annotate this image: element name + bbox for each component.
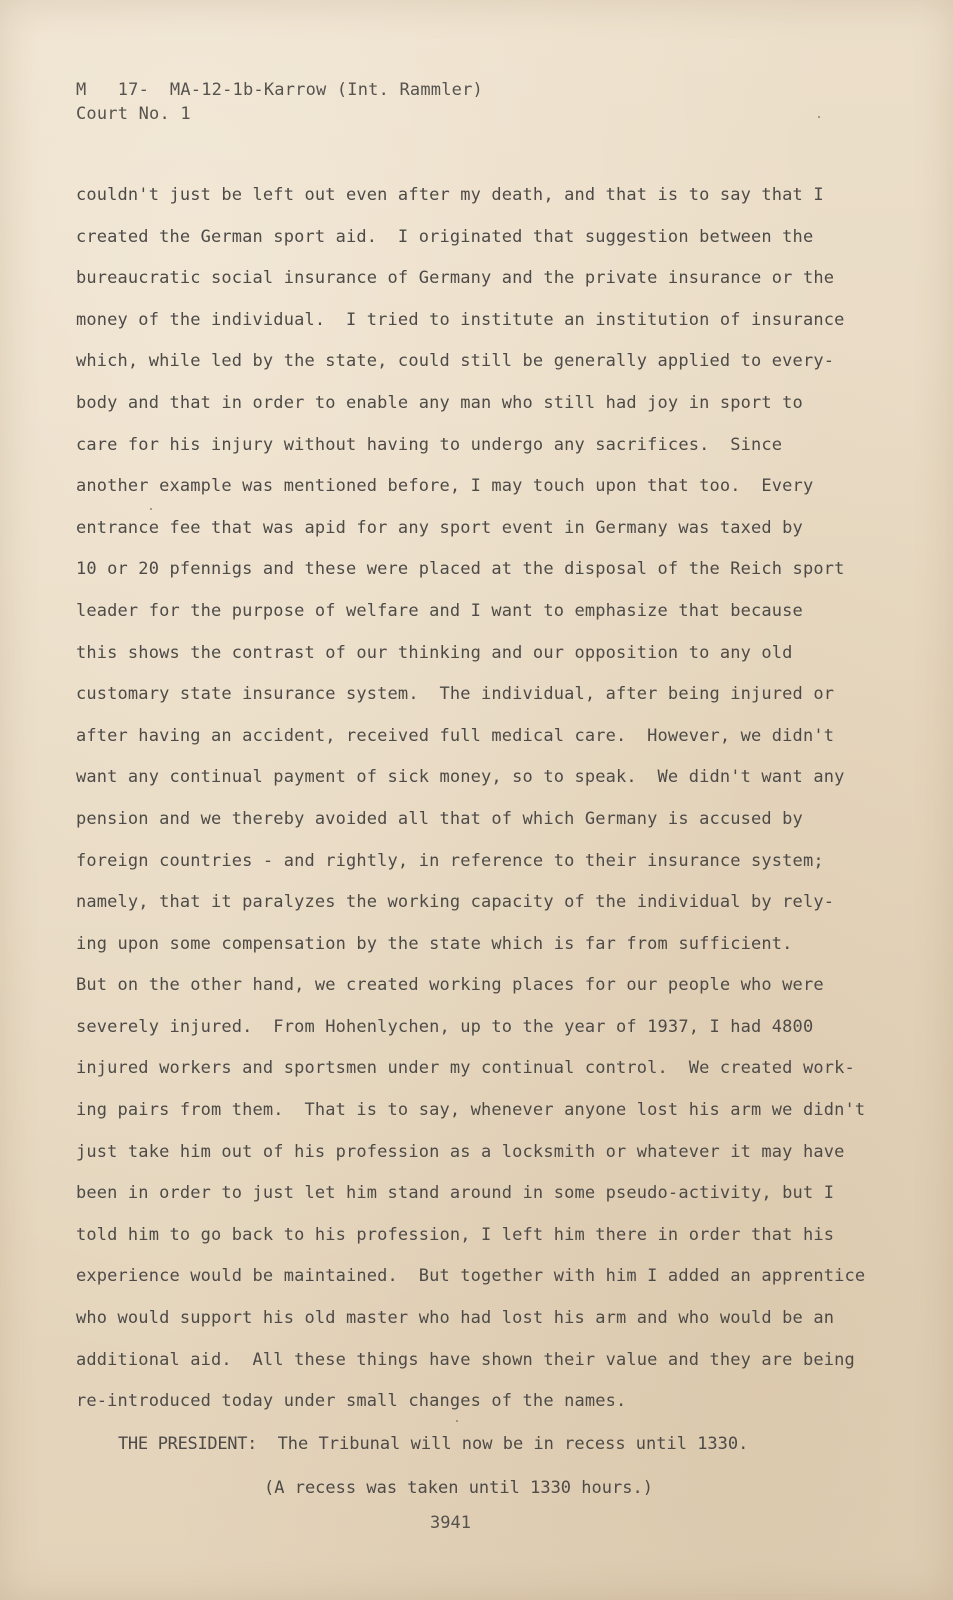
body-line: 10 or 20 pfennigs and these were placed at the disposal of the Reich sport	[76, 559, 845, 580]
body-line: additional aid. All these things have shown their value and they are being	[76, 1349, 855, 1370]
body-line: experience would be maintained. But together with him I added an apprentice	[76, 1266, 866, 1287]
transcript-body	[76, 183, 936, 1431]
page-number: 3941	[430, 1513, 471, 1533]
body-line: customary state insurance system. The individual, after being injured or	[76, 684, 835, 705]
paper-speck	[150, 508, 152, 510]
document-header	[76, 78, 483, 126]
body-line: which, while led by the state, could still be generally applied to every-	[76, 351, 835, 372]
body-line: foreign countries - and rightly, in reference to their insurance system;	[76, 850, 824, 871]
body-line: care for his injury without having to undergo any sacrifices. Since	[76, 434, 783, 455]
body-line: severely injured. From Hohenlychen, up to the year of 1937, I had 4800	[76, 1016, 814, 1037]
body-line: injured workers and sportsmen under my continual control. We created work-	[76, 1058, 855, 1079]
body-line: been in order to just let him stand around in some pseudo-activity, but I	[76, 1183, 835, 1204]
speaker-name: THE PRESIDENT:	[118, 1434, 258, 1454]
body-line: created the German sport aid. I originated that suggestion between the	[76, 226, 814, 247]
body-line: bureaucratic social insurance of Germany and the private insurance or the	[76, 268, 835, 289]
body-line: told him to go back to his profession, I left him there in order that his	[76, 1224, 835, 1245]
paper-speck	[818, 116, 820, 118]
body-line: But on the other hand, we created working places for our people who were	[76, 975, 824, 996]
recess-note: (A recess was taken until 1330 hours.)	[264, 1478, 653, 1498]
body-line: who would support his old master who had lost his arm and who would be an	[76, 1308, 835, 1329]
body-line: re-introduced today under small changes of the names.	[76, 1391, 627, 1412]
body-line: just take him out of his profession as a locksmith or whatever it may have	[76, 1141, 845, 1162]
body-line: entrance fee that was apid for any sport event in Germany was taxed by	[76, 517, 803, 538]
paper-speck	[456, 1420, 458, 1422]
body-line: money of the individual. I tried to institute an institution of insurance	[76, 309, 845, 330]
body-line: body and that in order to enable any man who still had joy in sport to	[76, 392, 803, 413]
body-line: ing pairs from them. That is to say, whenever anyone lost his arm we didn't	[76, 1100, 866, 1121]
body-line: after having an accident, received full medical care. However, we didn't	[76, 725, 835, 746]
header-line-1: M 17- MA-12-1b-Karrow (Int. Rammler)	[76, 80, 483, 100]
header-line-2: Court No. 1	[76, 104, 191, 124]
body-line: ing upon some compensation by the state which is far from sufficient.	[76, 933, 793, 954]
speaker-text: The Tribunal will now be in recess until 1330.	[257, 1434, 749, 1454]
body-line: leader for the purpose of welfare and I want to emphasize that because	[76, 600, 803, 621]
body-line: another example was mentioned before, I may touch upon that too. Every	[76, 476, 814, 497]
body-line: this shows the contrast of our thinking and our opposition to any old	[76, 642, 793, 663]
speaker-line	[118, 1432, 748, 1456]
body-line: couldn't just be left out even after my death, and that is to say that I	[76, 185, 824, 205]
body-line: namely, that it paralyzes the working capacity of the individual by rely-	[76, 892, 835, 913]
body-line: want any continual payment of sick money, so to speak. We didn't want any	[76, 767, 845, 788]
body-line: pension and we thereby avoided all that of which Germany is accused by	[76, 808, 803, 829]
